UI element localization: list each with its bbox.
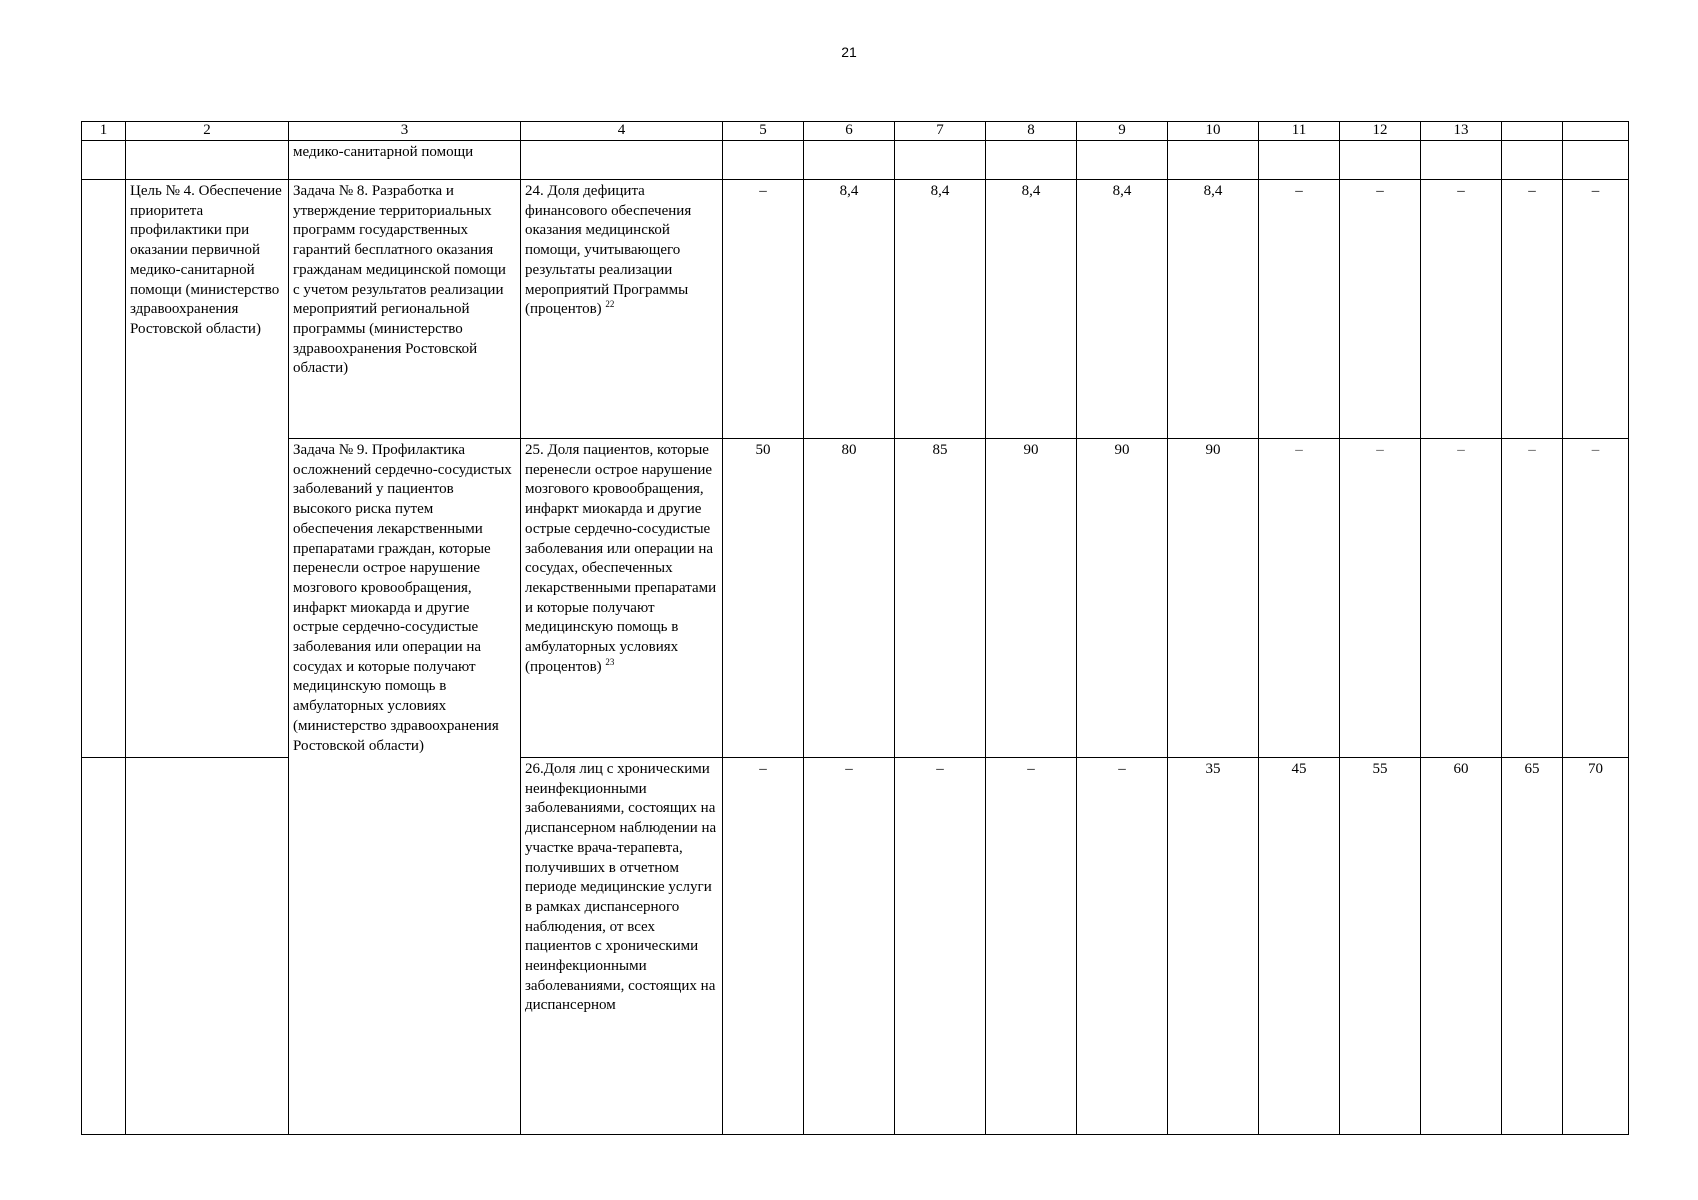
header-cell: 3 (289, 122, 521, 141)
goal-4-cell: Цель № 4. Обеспечение приоритета профилактики при оказании первичной медико-санитарной помощи (министерство здравоохранения Ростовской области) (126, 180, 289, 758)
value-cell: 90 (1168, 439, 1259, 758)
footnote-ref: 23 (605, 656, 615, 667)
indicator-25-text: 25. Доля пациентов, которые перенесли острое нарушение мозгового кровообращения, инфаркт миокарда и другие острые сердечно-сосудистые заболевания или операции на сосудах, обеспеченных лекарственными препаратами и которые получают медицинскую помощь в амбулаторных условиях (процентов) (525, 442, 717, 675)
header-cell (1502, 122, 1563, 141)
task-8-cell: Задача № 8. Разработка и утверждение территориальных программ государственных гарантий бесплатного оказания гражданам медицинской помощи с учетом результатов реализации мероприятий региональной программы (министерство здравоохранения Ростовской области) (289, 180, 521, 439)
value-cell: – (1563, 439, 1629, 758)
value-cell: 8,4 (804, 180, 895, 439)
value-cell: 80 (804, 439, 895, 758)
value-cell: – (1421, 180, 1502, 439)
indicator-25-cell (521, 439, 723, 758)
value-cell: 50 (723, 439, 804, 758)
table-row-indicator-25 (82, 439, 1629, 758)
continuation-text: медико-санитарной помощи (289, 141, 521, 180)
header-cell: 4 (521, 122, 723, 141)
value-cell: 85 (895, 439, 986, 758)
value-cell: 8,4 (1077, 180, 1168, 439)
value-cell: 55 (1340, 758, 1421, 1135)
header-cell: 1 (82, 122, 126, 141)
header-cell: 7 (895, 122, 986, 141)
header-cell (1563, 122, 1629, 141)
value-cell: 8,4 (895, 180, 986, 439)
value-cell: 8,4 (1168, 180, 1259, 439)
value-cell: – (1421, 439, 1502, 758)
indicator-26-cell: 26.Доля лиц с хроническими неинфекционными заболеваниями, состоящих на диспансерном наблюдении на участке врача-терапевта, получивших в отчетном периоде медицинские услуги в рамках диспансерного наблюдения, от всех пациентов с хроническими неинфекционными заболеваниями, состоящих на диспансерном (521, 758, 723, 1135)
header-cell: 2 (126, 122, 289, 141)
value-cell: 90 (1077, 439, 1168, 758)
header-cell: 5 (723, 122, 804, 141)
value-cell: – (895, 758, 986, 1135)
value-cell: 90 (986, 439, 1077, 758)
header-cell: 9 (1077, 122, 1168, 141)
value-cell: – (1259, 439, 1340, 758)
task-9-cell: Задача № 9. Профилактика осложнений сердечно-сосудистых заболеваний у пациентов высокого риска путем обеспечения лекарственными препаратами граждан, которые перенесли острое нарушение мозгового кровообращения, инфаркт миокарда и другие острые сердечно-сосудистые заболевания или операции на сосудах и которые получают медицинскую помощь в амбулаторных условиях (министерство здравоохранения Ростовской области) (289, 439, 521, 1135)
header-cell: 6 (804, 122, 895, 141)
continuation-row (82, 141, 1629, 180)
header-cell: 12 (1340, 122, 1421, 141)
footnote-ref: 22 (605, 299, 615, 310)
value-cell: – (1502, 180, 1563, 439)
header-cell: 8 (986, 122, 1077, 141)
indicator-24-text: 24. Доля дефицита финансового обеспечения оказания медицинской помощи, учитывающего результаты реализации мероприятий Программы (процентов) (525, 183, 692, 318)
value-cell: 70 (1563, 758, 1629, 1135)
header-cell: 13 (1421, 122, 1502, 141)
value-cell: – (1259, 180, 1340, 439)
value-cell: 45 (1259, 758, 1340, 1135)
value-cell: – (1502, 439, 1563, 758)
table-row-indicator-24 (82, 180, 1629, 439)
value-cell: – (1340, 439, 1421, 758)
value-cell: – (986, 758, 1077, 1135)
page-number: 21 (841, 44, 857, 60)
value-cell: – (1340, 180, 1421, 439)
header-row (82, 122, 1629, 141)
value-cell: 60 (1421, 758, 1502, 1135)
value-cell: – (723, 180, 804, 439)
indicator-24-cell (521, 180, 723, 439)
header-cell: 10 (1168, 122, 1259, 141)
value-cell: – (1563, 180, 1629, 439)
value-cell: 35 (1168, 758, 1259, 1135)
indicators-table (81, 121, 1629, 1135)
value-cell: 8,4 (986, 180, 1077, 439)
value-cell: – (804, 758, 895, 1135)
value-cell: – (1077, 758, 1168, 1135)
header-cell: 11 (1259, 122, 1340, 141)
value-cell: – (723, 758, 804, 1135)
value-cell: 65 (1502, 758, 1563, 1135)
